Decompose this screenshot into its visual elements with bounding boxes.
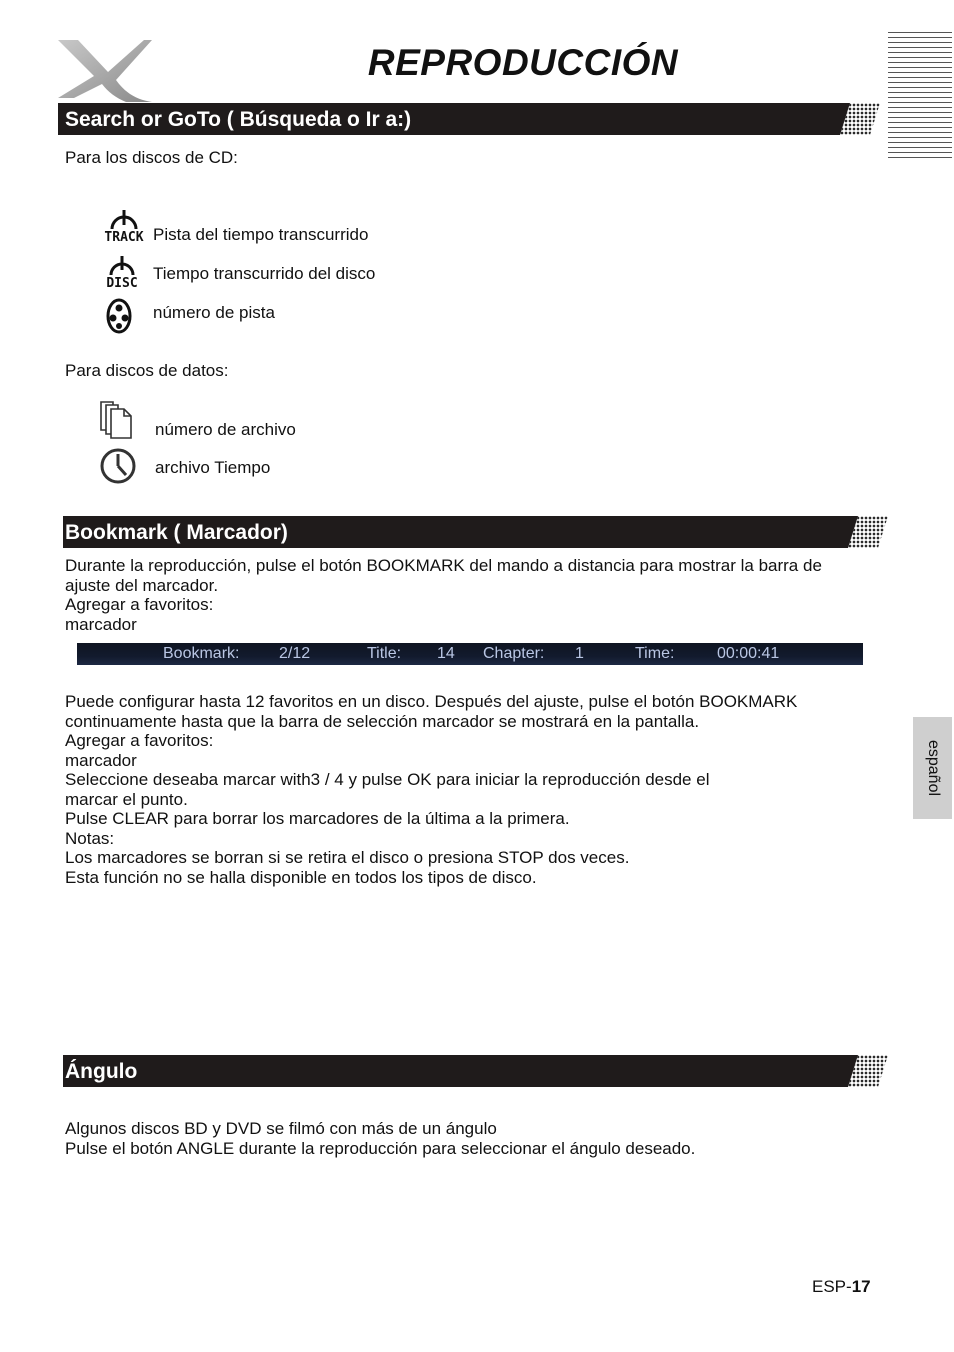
osd-bookmark-value: 2/12 (279, 645, 311, 662)
disc-icon-text: DISC (106, 276, 138, 289)
section-heading-angle (63, 1055, 878, 1087)
text-line: marcador (65, 614, 137, 634)
osd-bookmark-label: Bookmark: (163, 645, 240, 662)
heading-dots-decoration (848, 1055, 888, 1087)
text-line: ajuste del marcador. (65, 575, 219, 595)
text-line: Pulse el botón ANGLE durante la reproducción para seleccionar el ángulo deseado. (65, 1138, 696, 1158)
section-heading-text: Search or GoTo ( Búsqueda o Ir a:) (65, 108, 412, 131)
heading-dots-decoration (840, 103, 880, 135)
osd-time-label: Time: (635, 645, 675, 662)
page-number-value: 17 (851, 1277, 871, 1296)
text-line: Agregar a favoritos: (65, 595, 214, 614)
side-tab-label: español (924, 739, 942, 797)
section-heading-text: Ángulo (65, 1060, 138, 1083)
page-title: REPRODUCCIÓN (367, 42, 679, 83)
disc-time-icon (104, 251, 144, 287)
angle-paragraph (65, 1119, 695, 1158)
list-item: archivo Tiempo (155, 458, 271, 477)
osd-title-label: Title: (367, 645, 402, 662)
text-line: marcador (65, 750, 137, 770)
text-line: Agregar a favoritos: (65, 731, 214, 750)
text-line: Notas: (65, 828, 115, 848)
list-item: Pista del tiempo transcurrido (153, 225, 369, 244)
page-prefix: ESP- (812, 1277, 852, 1296)
page-number (812, 1277, 871, 1297)
text-line: Algunos discos BD y DVD se filmó con más de un ángulo (65, 1119, 497, 1138)
osd-chapter-label: Chapter: (483, 645, 545, 662)
track-number-icon (104, 297, 144, 333)
track-time-icon (104, 205, 144, 241)
heading-dots-decoration (848, 516, 888, 548)
data-intro-text: Para discos de datos: (65, 361, 229, 380)
section-heading-bookmark (63, 516, 878, 548)
osd-title-value: 14 (437, 645, 455, 662)
list-item: número de archivo (155, 420, 296, 439)
text-line: Seleccione deseaba marcar with3 / 4 y pulse OK para iniciar la reproducción desde el (65, 770, 710, 789)
text-line: marcar el punto. (65, 789, 188, 809)
text-line: Esta función no se halla disponible en todos los tipos de disco. (65, 867, 537, 887)
text-line: continuamente hasta que la barra de selección marcador se mostrará en la pantalla. (65, 711, 700, 731)
osd-chapter-value: 1 (575, 645, 584, 662)
list-item: Tiempo transcurrido del disco (153, 264, 376, 283)
cd-intro-text: Para los discos de CD: (65, 148, 238, 167)
text-line: Puede configurar hasta 12 favoritos en un disco. Después del ajuste, pulse el botón BOOKMARK (65, 692, 798, 711)
text-line: Pulse CLEAR para borrar los marcadores de la última a la primera. (65, 809, 570, 828)
file-number-icon (98, 400, 138, 436)
text-line: Los marcadores se borran si se retira el disco o presiona STOP dos veces. (65, 848, 630, 867)
section-heading-search (58, 103, 870, 135)
bookmark-osd-bar (77, 643, 863, 665)
bookmark-paragraph-a (65, 556, 822, 634)
language-side-tab (913, 717, 952, 819)
clock-icon (99, 447, 139, 483)
list-item: número de pista (153, 303, 275, 322)
osd-time-value: 00:00:41 (717, 645, 780, 662)
section-heading-text: Bookmark ( Marcador) (65, 521, 288, 544)
text-line: Durante la reproducción, pulse el botón BOOKMARK del mando a distancia para mostrar la barra de (65, 556, 822, 575)
bookmark-paragraph-b (65, 692, 797, 887)
decorative-stripes (888, 32, 952, 158)
track-icon-text: TRACK (104, 230, 144, 243)
